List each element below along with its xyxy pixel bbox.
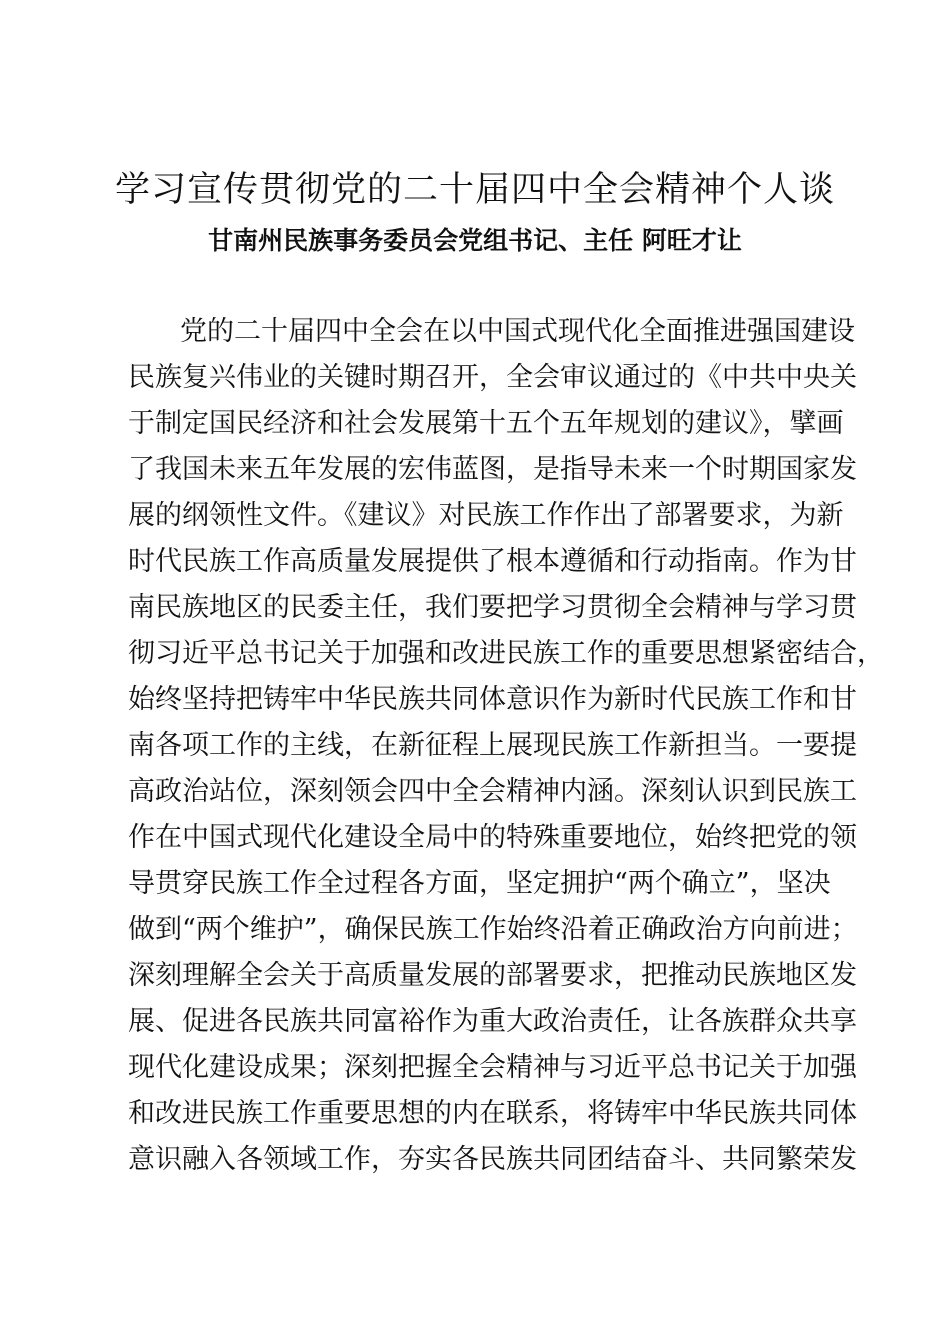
paragraph-line: 始终坚持把铸牢中华民族共同体意识作为新时代民族工作和甘: [128, 684, 857, 715]
paragraph-line: 意识融入各领域工作，夯实各民族共同团结奋斗、共同繁荣发: [128, 1144, 857, 1175]
paragraph-line: 彻习近平总书记关于加强和改进民族工作的重要思想紧密结合，: [128, 638, 884, 669]
paragraph-line: 作在中国式现代化建设全局中的特殊重要地位，始终把党的领: [128, 822, 857, 853]
paragraph-line: 民族复兴伟业的关键时期召开，全会审议通过的《中共中央关: [128, 362, 857, 393]
paragraph-line: 党的二十届四中全会在以中国式现代化全面推进强国建设: [180, 316, 855, 347]
paragraph-line: 和改进民族工作重要思想的内在联系，将铸牢中华民族共同体: [128, 1098, 857, 1129]
document-title: 学习宣传贯彻党的二十届四中全会精神个人谈: [114, 170, 835, 210]
paragraph-line: 展的纲领性文件。《建议》对民族工作作出了部署要求，为新: [128, 500, 844, 531]
paragraph-line: 南民族地区的民委主任，我们要把学习贯彻全会精神与学习贯: [128, 592, 857, 623]
paragraph-line: 做到“两个维护”，确保民族工作始终沿着正确政治方向前进；: [128, 914, 858, 945]
paragraph-line: 于制定国民经济和社会发展第十五个五年规划的建议》，擘画: [128, 408, 844, 439]
paragraph-line: 深刻理解全会关于高质量发展的部署要求，把推动民族地区发: [128, 960, 857, 991]
paragraph-line: 导贯穿民族工作全过程各方面，坚定拥护“两个确立”，坚决: [128, 868, 831, 899]
body-paragraph: [128, 309, 884, 1183]
paragraph-line: 高政治站位，深刻领会四中全会精神内涵。深刻认识到民族工: [128, 776, 857, 807]
document-subtitle: 甘南州民族事务委员会党组书记、主任 阿旺才让: [208, 226, 742, 255]
paragraph-line: 时代民族工作高质量发展提供了根本遵循和行动指南。作为甘: [128, 546, 857, 577]
paragraph-line: 展、促进各民族共同富裕作为重大政治责任，让各族群众共享: [128, 1006, 857, 1037]
paragraph-line: 南各项工作的主线，在新征程上展现民族工作新担当。一要提: [128, 730, 857, 761]
paragraph-line: 了我国未来五年发展的宏伟蓝图，是指导未来一个时期国家发: [128, 454, 857, 485]
paragraph-line: 现代化建设成果；深刻把握全会精神与习近平总书记关于加强: [128, 1052, 857, 1083]
